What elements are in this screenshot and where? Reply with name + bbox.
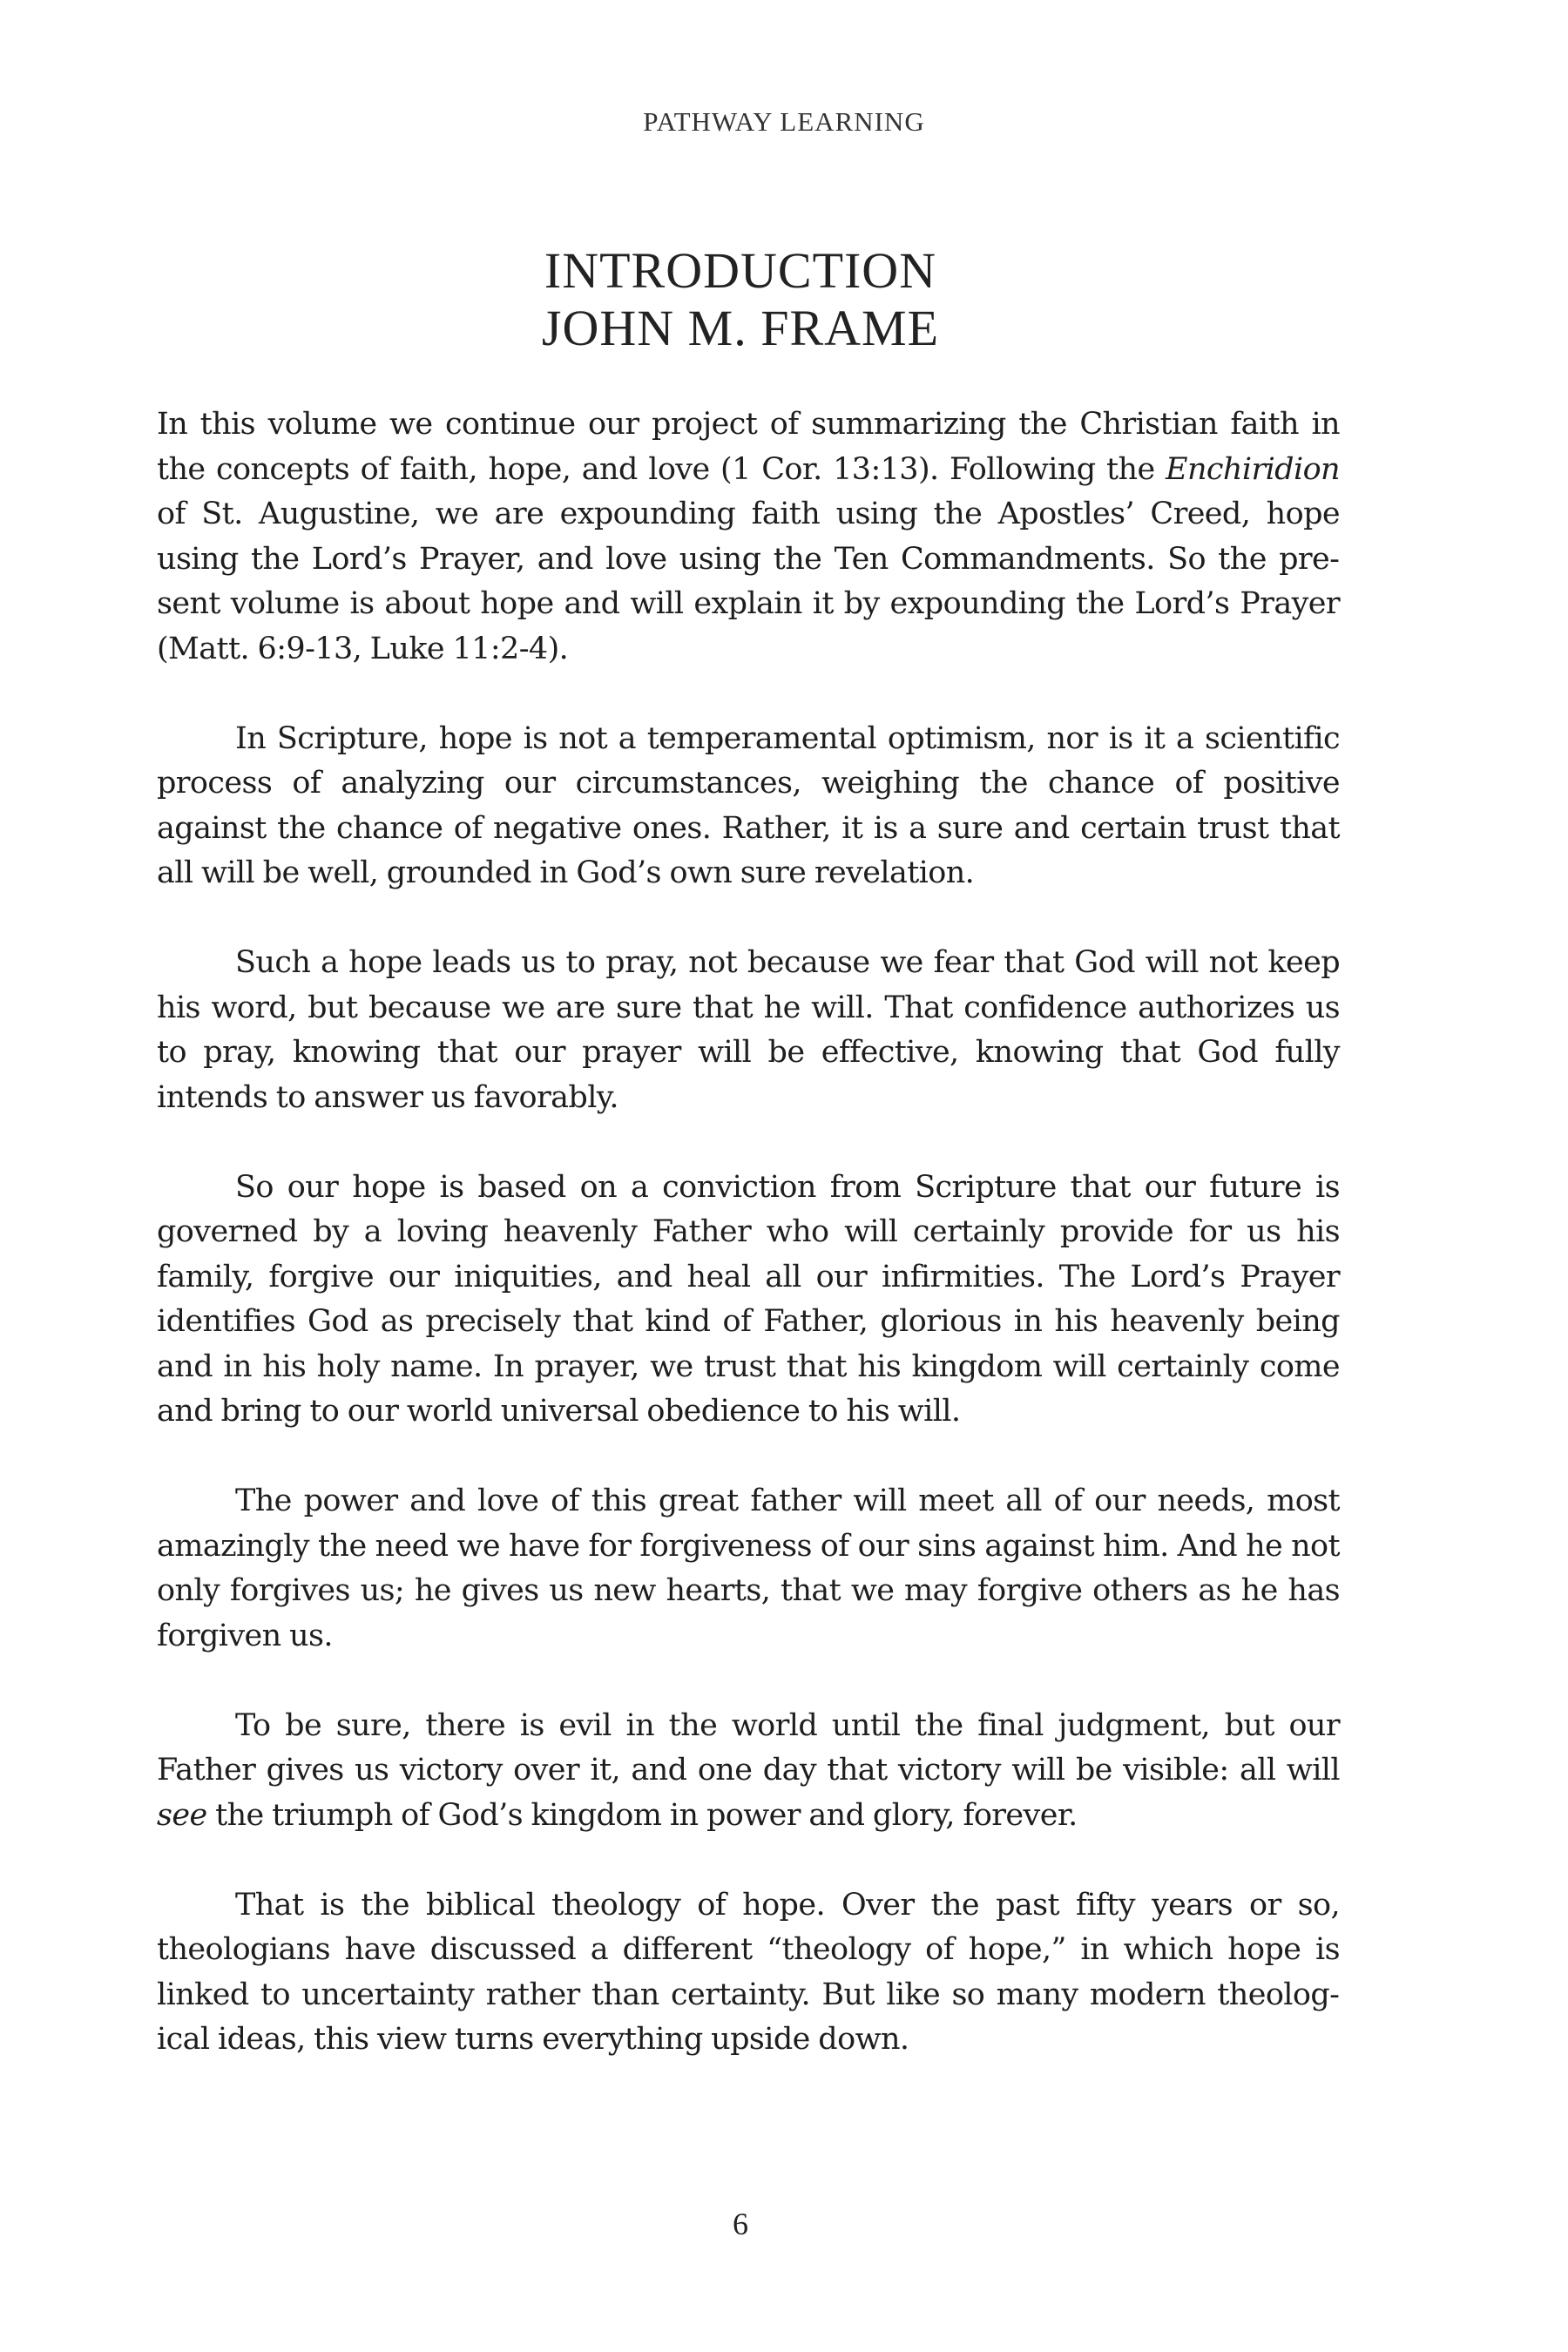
chapter-title-line-introduction: INTRODUCTION	[544, 242, 937, 299]
paragraph-6-text-after: the triumph of God’s kingdom in power and glory, forever.	[206, 1797, 1078, 1833]
paragraph-6-italic-word: see	[157, 1797, 207, 1833]
paragraph-3: Such a hope leads us to pray, not because we fear that God will not keep his word, but because we are sure that he will. That confidence authorizes us to pray, knowing that our prayer will be effective, knowing that God fully intends to answer us favorably.	[157, 945, 1340, 1115]
paragraph-1-italic-title: Enchiridion	[1166, 451, 1340, 487]
paragraph-4: So our hope is based on a conviction from Scripture that our future is governed by a loving heavenly Father who will certainly provide for us his family, forgive our iniquities, and heal all our infirmities. The Lord’s Prayer identifies God as precisely that kind of Father, glorious in his heavenly being and in his holy name. In prayer, we trust that his kingdom will certainly come and bring to our world universal obedience to his will.	[157, 1169, 1340, 1429]
paragraph-2: In Scripture, hope is not a temperamental optimism, nor is it a scientific process of analyzing our circumstances, weighing the chance of positive against the chance of negative ones. Rather, it is a sure and certain trust that all will be well, grounded in God’s own sure revelation.	[157, 720, 1340, 890]
chapter-title-line-author: JOHN M. FRAME	[541, 300, 940, 356]
paragraph-6	[157, 1704, 1340, 1839]
paragraph-5: The power and love of this great father will meet all of our needs, most amazingly the need we have for forgiveness of our sins against him. And he not only forgives us; he gives us new hearts, that we may forgive others as he has forgiven us.	[157, 1484, 1340, 1653]
paragraph-1-text-after: of St. Augustine, we are expounding faith using the Apostles’ Creed, hope using the Lord’s Prayer, and love using the Ten Commandments. So the present volume is about hope and will explain it by expounding the Lord’s Prayer (Matt. 6:9-13, Luke 11:2-4).	[157, 497, 1340, 666]
paragraph-1-text-before: In this volume we continue our project of summarizing the Christian faith in the concepts of faith, hope, and love (1 Cor. 13:13). Following the	[157, 407, 1340, 487]
paragraph-7: That is the biblical theology of hope. Over the past fifty years or so, theologians have discussed a different “theology of hope,” in which hope is linked to uncertainty rather than certainty. But like so many modern theological ideas, this view turns everything upside down.	[157, 1887, 1340, 2057]
running-head: PATHWAY LEARNING	[643, 106, 925, 137]
paragraph-1	[157, 402, 1340, 672]
paragraph-6-text-before: To be sure, there is evil in the world until the final judgment, but our Father gives us victory over it, and one day that victory will be visible: all will	[157, 1707, 1340, 1788]
page-number: 6	[733, 2207, 748, 2241]
chapter-title	[0, 242, 1481, 357]
body-text	[157, 402, 1340, 2107]
